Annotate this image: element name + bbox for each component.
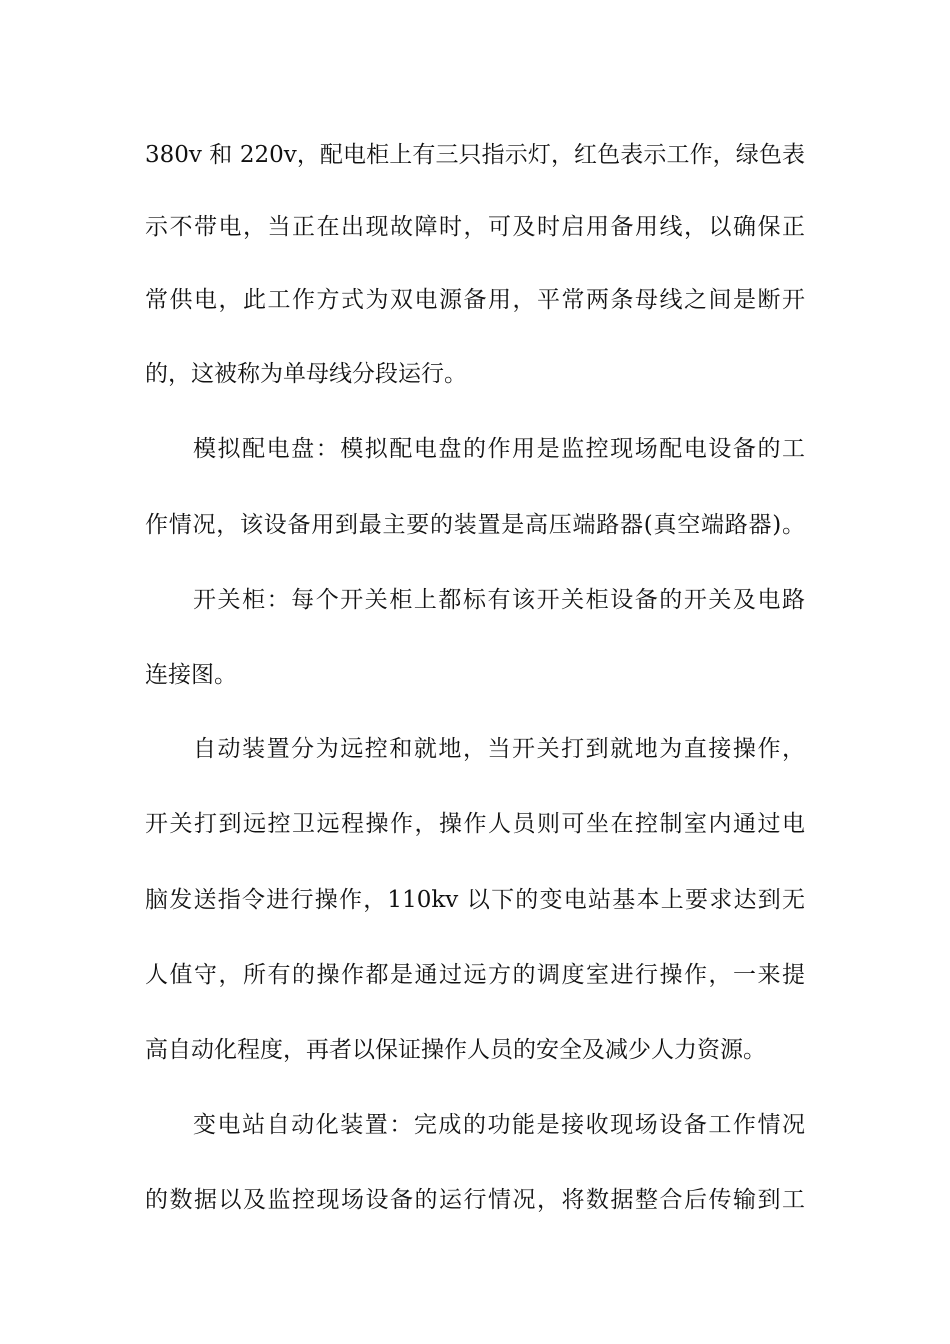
text-line: 连接图。 bbox=[145, 662, 237, 688]
paragraph-first-line: 自动装置分为远控和就地，当开关打到就地为直接操作， bbox=[193, 736, 805, 762]
paragraph-first-line: 变电站自动化装置：完成的功能是接收现场设备工作情况 bbox=[193, 1112, 805, 1138]
paragraph-first-line: 开关柜：每个开关柜上都标有该开关柜设备的开关及电路 bbox=[193, 587, 805, 613]
text-line: 380v 和 220v，配电柜上有三只指示灯，红色表示工作，绿色表 bbox=[145, 142, 805, 168]
paragraph-first-line: 模拟配电盘：模拟配电盘的作用是监控现场配电设备的工 bbox=[193, 436, 805, 462]
text-line: 作情况，该设备用到最主要的装置是高压端路器(真空端路器)。 bbox=[145, 512, 805, 538]
text-line: 开关打到远控卫远程操作，操作人员则可坐在控制室内通过电 bbox=[145, 811, 805, 837]
text-line: 高自动化程度，再者以保证操作人员的安全及减少人力资源。 bbox=[145, 1037, 766, 1063]
text-line: 人值守，所有的操作都是通过远方的调度室进行操作，一来提 bbox=[145, 962, 805, 988]
text-line: 脑发送指令进行操作，110kv 以下的变电站基本上要求达到无 bbox=[145, 887, 805, 913]
text-line: 的，这被称为单母线分段运行。 bbox=[145, 361, 467, 387]
text-line: 常供电，此工作方式为双电源备用，平常两条母线之间是断开 bbox=[145, 287, 805, 313]
text-line: 的数据以及监控现场设备的运行情况，将数据整合后传输到工 bbox=[145, 1187, 805, 1213]
text-line: 示不带电，当正在出现故障时，可及时启用备用线，以确保正 bbox=[145, 214, 805, 240]
